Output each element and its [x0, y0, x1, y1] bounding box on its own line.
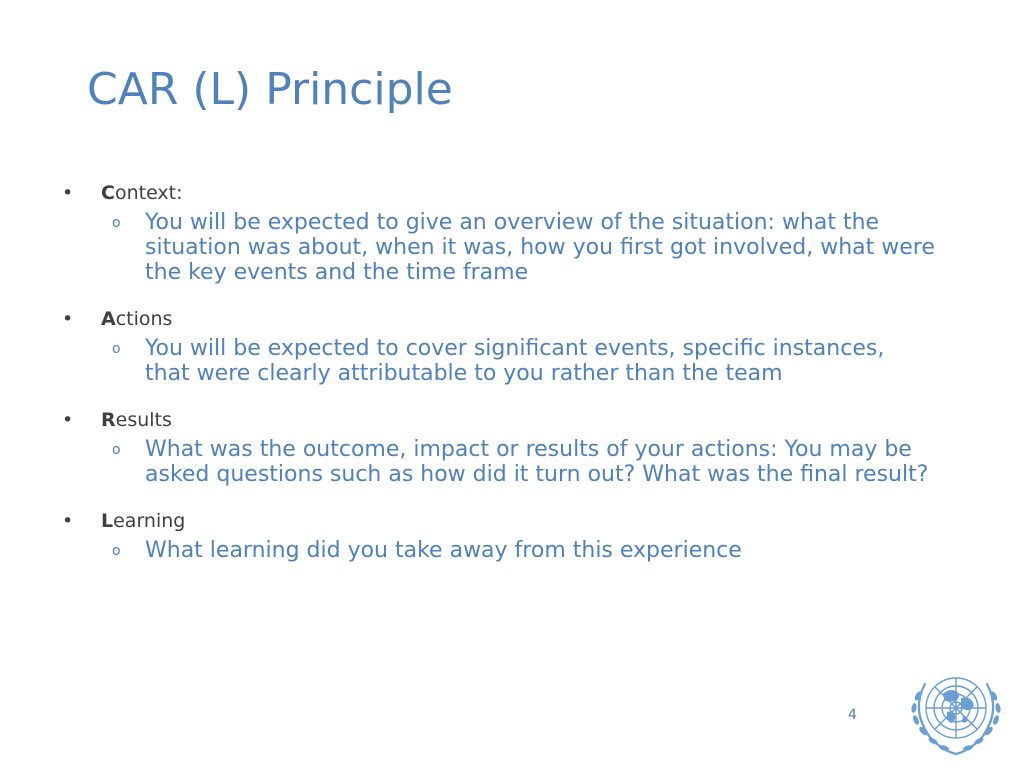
- heading-rest: ontext:: [114, 182, 183, 204]
- detail-text: What was the outcome, impact or results of your actions: You may be asked questions such as how did it turn out? What was the final result?: [145, 437, 929, 487]
- detail-text: You will be expected to cover significant events, specific instances, that were clearly attributable to you rather than the team: [145, 336, 885, 386]
- un-emblem-icon: [903, 664, 1009, 760]
- item-heading: [60, 508, 960, 534]
- item-detail: [112, 538, 935, 563]
- page-number: 4: [848, 707, 857, 723]
- slide-title: CAR (L) Principle: [87, 64, 453, 115]
- sub-bullet-icon: o: [112, 215, 121, 231]
- item-detail: [112, 336, 935, 386]
- bullet-icon: •: [62, 182, 74, 204]
- detail-text: What learning did you take away from this experience: [145, 538, 742, 563]
- heading-initial: R: [101, 409, 116, 431]
- bullet-icon: •: [62, 308, 74, 330]
- item-heading: [60, 180, 960, 206]
- list-item-context: [60, 180, 960, 285]
- bullet-list: [60, 180, 960, 563]
- item-detail: [112, 437, 935, 487]
- heading-rest: esults: [115, 409, 172, 431]
- list-item-learning: [60, 508, 960, 563]
- item-heading: [60, 306, 960, 332]
- list-item-results: [60, 407, 960, 487]
- sub-bullet-icon: o: [112, 442, 121, 458]
- detail-text: You will be expected to give an overview of the situation: what the situation was about, when it was, how you first got involved, what were the key events and the time frame: [145, 210, 935, 285]
- list-item-actions: [60, 306, 960, 386]
- bullet-icon: •: [62, 510, 74, 532]
- heading-initial: L: [101, 510, 114, 532]
- sub-bullet-icon: o: [112, 543, 121, 559]
- heading-rest: earning: [113, 510, 186, 532]
- bullet-icon: •: [62, 409, 74, 431]
- item-detail: [112, 210, 935, 285]
- sub-bullet-icon: o: [112, 341, 121, 357]
- heading-rest: ctions: [115, 308, 173, 330]
- heading-initial: C: [101, 182, 115, 204]
- heading-initial: A: [101, 308, 116, 330]
- item-heading: [60, 407, 960, 433]
